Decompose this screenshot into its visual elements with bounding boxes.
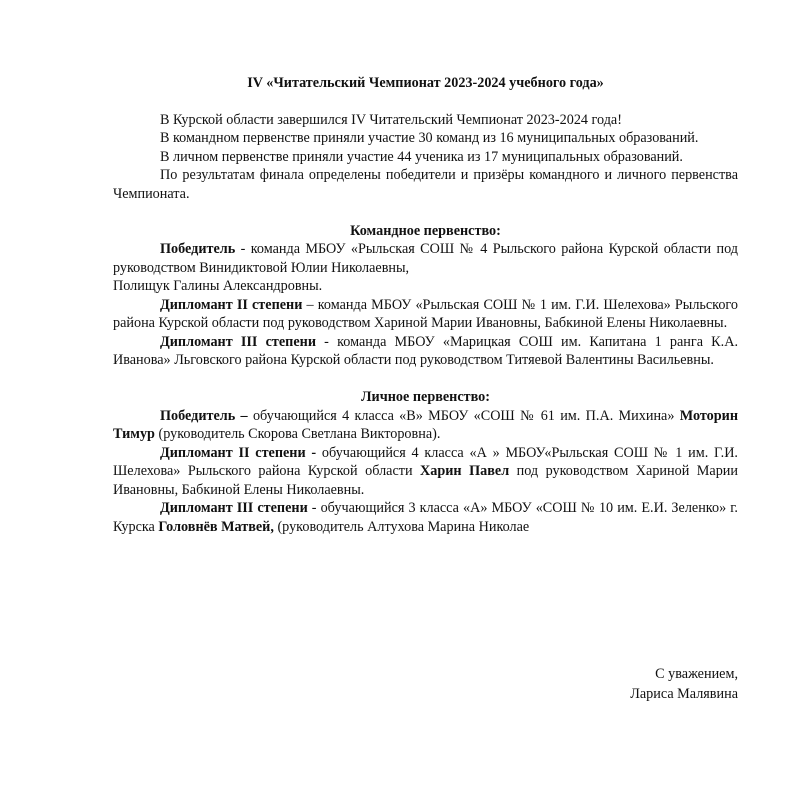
personal-diploma-3-name: Головнёв Матвей,: [158, 518, 274, 535]
team-diploma-3: [113, 333, 738, 370]
intro-paragraph: По результатам финала определены победители и призёры командного и личного первенства Чемпионата.: [113, 167, 738, 202]
personal-heading: Личное первенство:: [360, 389, 490, 405]
intro-paragraph: В Курской области завершился IV Читательский Чемпионат 2023-2024 года!: [160, 111, 622, 128]
team-diploma-3-label: Дипломант III степени: [160, 333, 316, 350]
personal-winner-label: Победитель –: [160, 407, 248, 424]
intro-paragraph: В личном первенстве приняли участие 44 ученика из 17 муниципальных образований.: [160, 148, 683, 165]
personal-diploma-2-label: Дипломант II степени -: [160, 444, 317, 461]
personal-diploma-2-tail: под руководством Хариной Марии Ивановны, Бабкиной Елены Николаевны.: [113, 463, 738, 498]
personal-diploma-2-name: Харин Павел: [420, 463, 510, 479]
document-body: [113, 74, 738, 536]
document-title: IV «Читательский Чемпионат 2023-2024 учебного года»: [247, 75, 604, 91]
personal-diploma-3: [113, 499, 738, 536]
signature-name: Лариса Малявина: [630, 686, 738, 702]
personal-diploma-3-text: - обучающийся 3 класса «А» МБОУ «СОШ № 10 им. Е.И. Зеленко» г. Курска: [113, 500, 738, 535]
personal-diploma-2-text: обучающийся 4 класса «А » МБОУ«Рыльская СОШ № 1 им. Г.И. Шелехова» Рыльского района Курской области: [113, 444, 738, 479]
team-winner-text: - команда МБОУ «Рыльская СОШ № 4 Рыльского района Курской области под руководством Винидиктовой Юлии Николаевны,: [113, 241, 738, 276]
signature-greeting: С уважением,: [655, 666, 738, 682]
team-heading: Командное первенство:: [350, 222, 501, 239]
personal-winner-name: Моторин Тимур: [113, 407, 738, 442]
personal-winner: [113, 407, 738, 444]
intro-section: [113, 111, 738, 204]
team-diploma-2-label: Дипломант II степени: [160, 296, 303, 313]
personal-winner-tail: (руководитель Скорова Светлана Викторовна).: [154, 426, 441, 442]
team-diploma-3-text: - команда МБОУ «Марицкая СОШ им. Капитана 1 ранга К.А. Иванова» Льговского района Курской области под руководством Титяевой Валентины Васильевны.: [113, 333, 738, 368]
personal-diploma-3-tail: (руководитель Алтухова Марина Николае: [273, 518, 530, 535]
personal-diploma-2: [113, 444, 738, 500]
personal-section: [113, 388, 738, 536]
signature: [630, 664, 738, 704]
team-diploma-2: [113, 296, 738, 333]
personal-diploma-3-label: Дипломант III степени: [160, 500, 308, 516]
personal-winner-text: обучающийся 4 класса «В» МБОУ «СОШ № 61 им. П.А. Михина»: [247, 407, 680, 424]
team-winner-label: Победитель: [160, 241, 236, 257]
team-winner-continued: Полищук Галины Александровны.: [113, 278, 323, 294]
team-section: [113, 222, 738, 370]
intro-paragraph: В командном первенстве приняли участие 30 команд из 16 муниципальных образований.: [160, 130, 699, 146]
team-diploma-2-text: – команда МБОУ «Рыльская СОШ № 1 им. Г.И. Шелехова» Рыльского района Курской области под руководством Хариной Марии Ивановны, Бабкиной Елены Николаевны.: [113, 296, 738, 331]
team-winner: [113, 240, 738, 277]
